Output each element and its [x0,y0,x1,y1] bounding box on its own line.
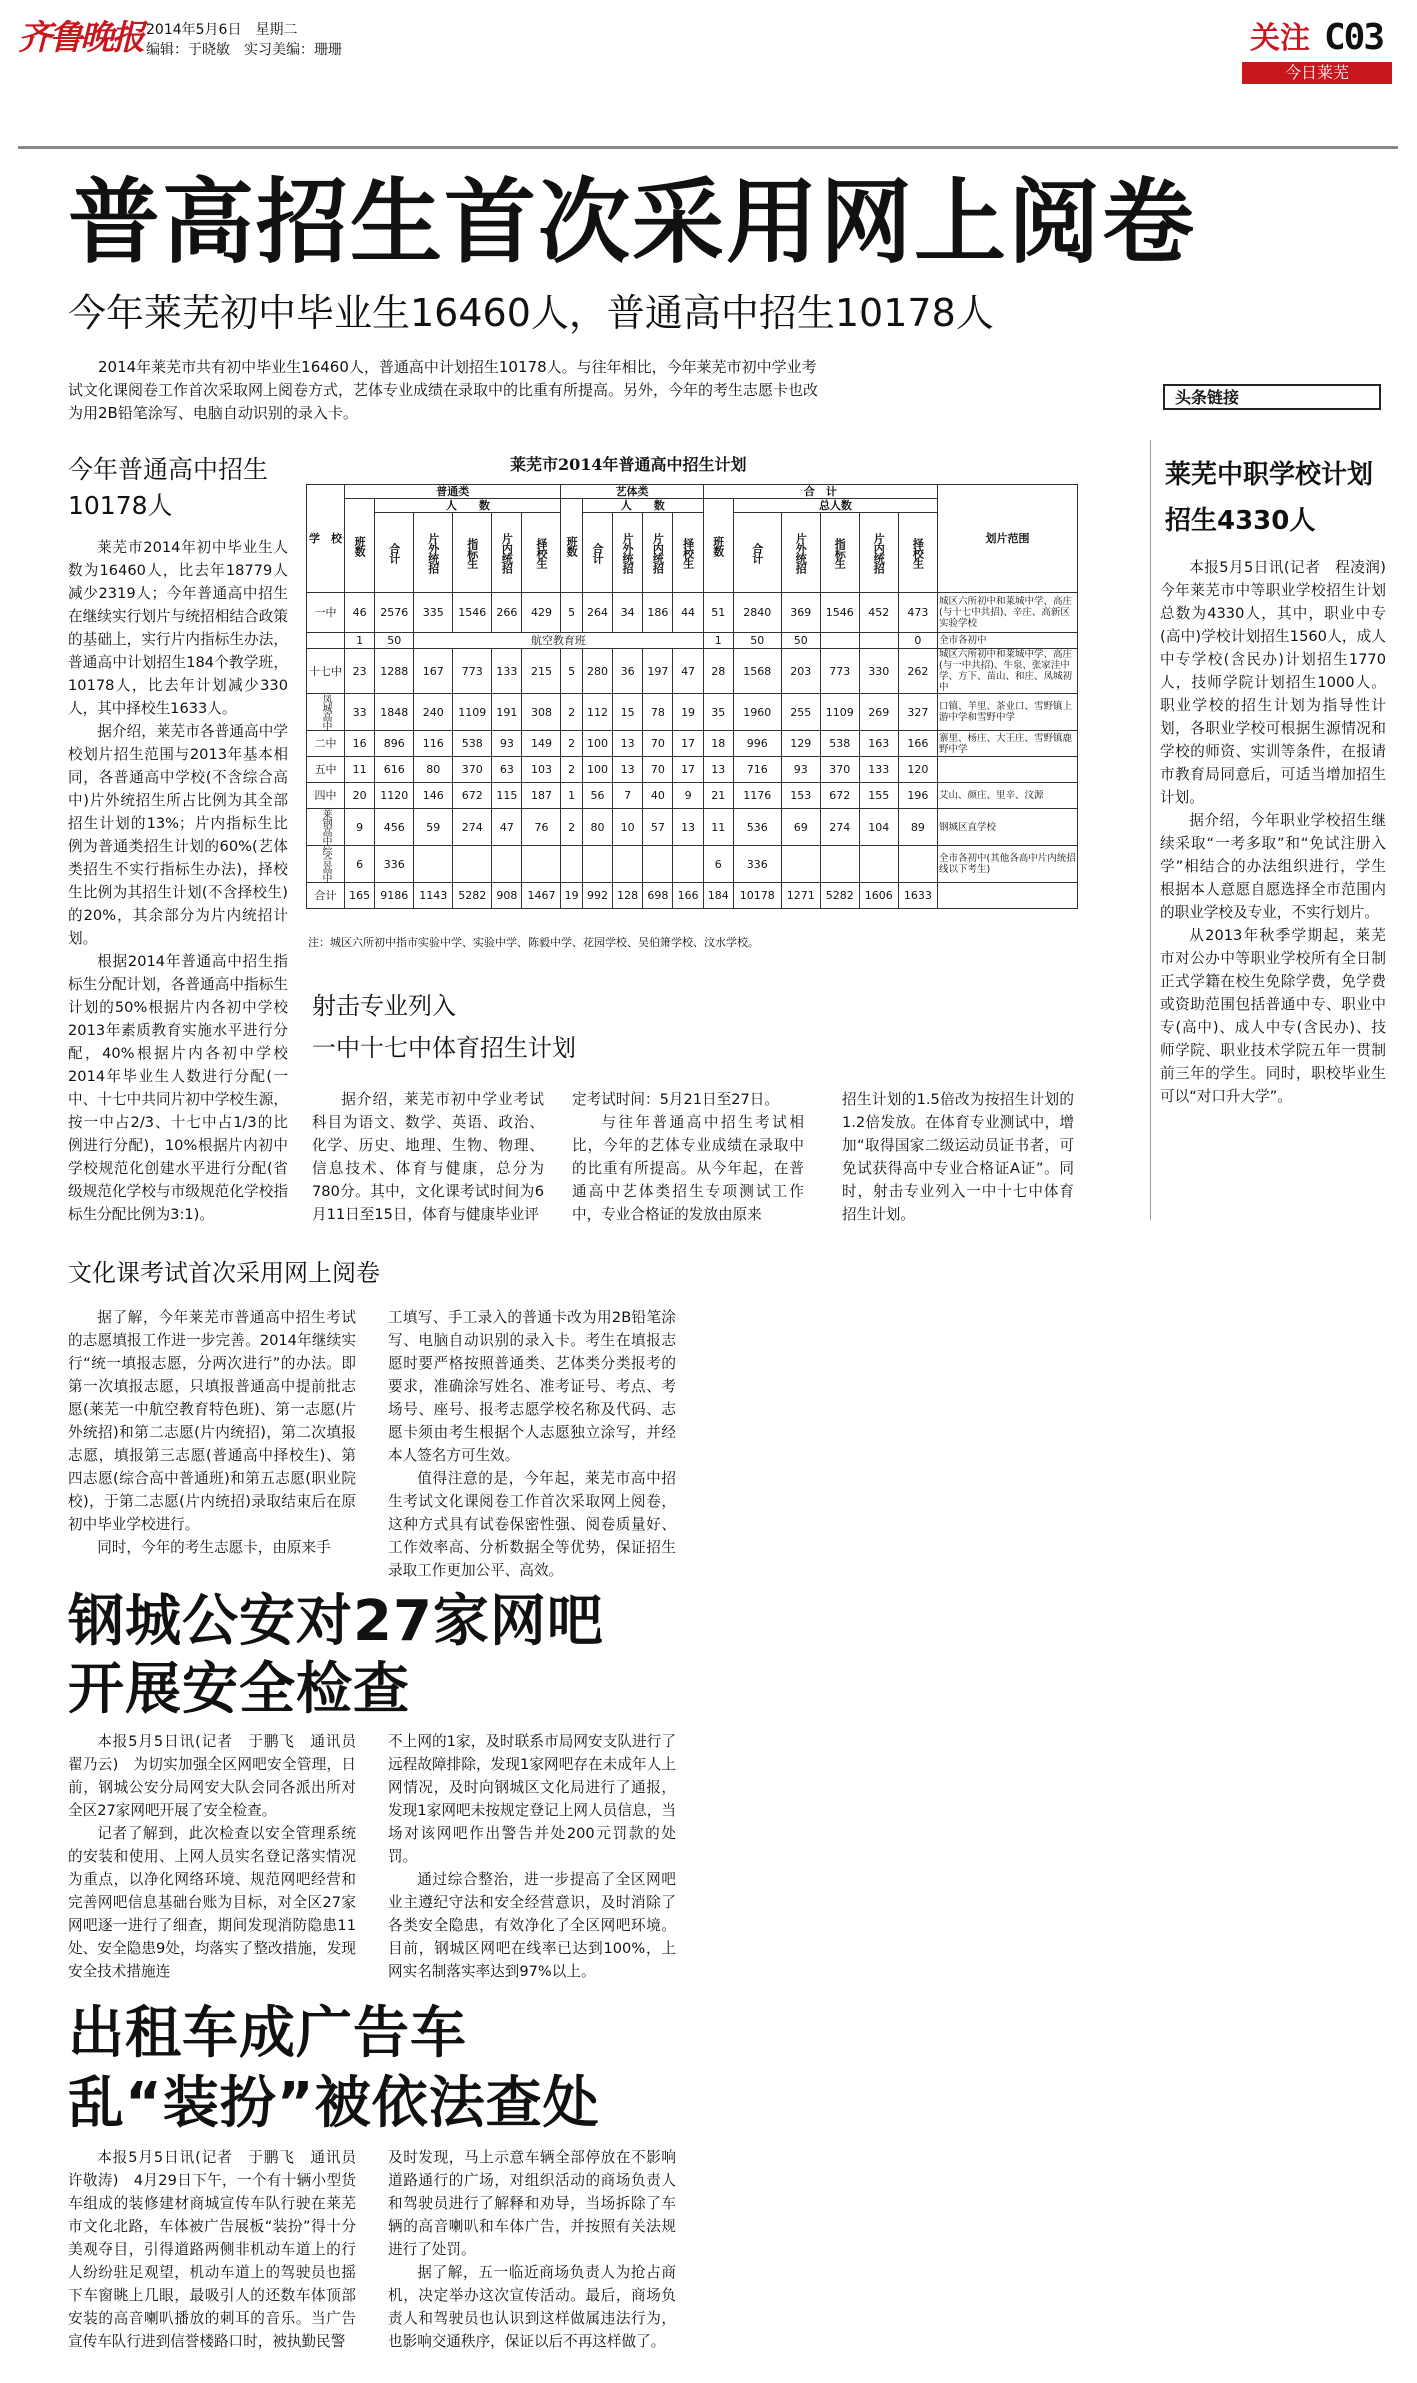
table-row [307,694,1078,731]
value-cell: 167 [414,649,453,694]
value-cell: 149 [522,731,561,757]
taxi-col-2 [388,2146,676,2353]
value-cell: 70 [643,757,673,783]
value-cell: 18 [703,731,733,757]
value-cell: 203 [781,649,820,694]
value-cell: 19 [673,694,703,731]
value-cell: 429 [522,593,561,633]
value-cell: 6 [703,846,733,883]
value-cell: 1568 [733,649,781,694]
value-cell [820,633,859,649]
value-cell: 262 [898,649,937,694]
aviation-class-cell: 航空教育班 [414,633,703,649]
count-group-header: 总人数 [733,499,937,513]
value-cell: 2 [561,694,582,731]
value-cell: 1 [703,633,733,649]
value-cell [859,633,898,649]
table-row [307,783,1078,809]
value-cell: 13 [673,809,703,846]
school-cell: 合计 [307,883,345,909]
taxi-headline-2: 乱“装扮”被依法查处 [68,2071,600,2136]
value-cell: 473 [898,593,937,633]
school-cell: 十七中 [307,649,345,694]
value-cell: 57 [643,809,673,846]
value-cell: 50 [375,633,414,649]
value-cell [673,846,703,883]
internet-headline-1: 钢城公安对27家网吧 [68,1589,604,1654]
range-cell: 钢城区直学校 [938,809,1078,846]
taxi-headline-1: 出租车成广告车 [68,2001,467,2066]
value-cell: 40 [643,783,673,809]
col-header: 片内统招 [643,513,673,593]
left-col-paragraph: 根据2014年普通高中招生指标生分配计划，各普通高中指标生计划的50%根据片内各初中学校2013年素质教育实施水平进行分配，40%根据片内各初中学校2014年毕业生人数进行分配(一中、十七中共同片初中学校生源，按一中占2/3、十七中占1/3的比例进行分配)，10%根据片内初中学校规范化创建水平进行分配(省级规范化学校与市级规范化学校指标生分配比例为3:1)。 [68,953,288,1223]
lead-headline: 普高招生首次采用网上阅卷 [68,169,1197,276]
table-row [307,731,1078,757]
count-group-header: 人 数 [375,499,561,513]
col-header: 择校生 [673,513,703,593]
value-cell: 335 [414,593,453,633]
value-cell: 51 [703,593,733,633]
value-cell: 186 [643,593,673,633]
internet-paragraph: 不上网的1家，及时联系市局网安支队进行了远程故障排除，发现1家网吧存在未成年人上网情况，及时向钢城区文化局进行了通报，发现1家网吧未按规定登记上网人员信息，当场对该网吧作出警告并处200元罚款的处罚。 [388,1733,676,1865]
mid-col-2 [572,1088,804,1226]
value-cell: 7 [613,783,643,809]
taxi-paragraph: 本报5月5日讯(记者 于鹏飞 通讯员 许敬涛) 4月29日下午，一个有十辆小型货车组成的装修建材商城宣传车队行驶在莱芜市文化北路，车体被广告展板“装扮”得十分美观夺目，引得道路两侧非机动车道上的行人纷纷驻足观望，机动车道上的驾驶员也摇下车窗眺上几眼，最吸引人的还数车体顶部安装的高音喇叭播放的刺耳的音乐。当广告宣传车队行进到信誉楼路口时，被执勤民警 [68,2149,371,2350]
value-cell: 16 [345,731,375,757]
value-cell: 9 [345,809,375,846]
value-cell: 100 [582,731,612,757]
value-cell: 336 [733,846,781,883]
value-cell: 47 [492,809,522,846]
lead-subheadline: 今年莱芜初中毕业生16460人，普通高中招生10178人 [68,291,994,335]
school-cell: 五中 [307,757,345,783]
value-cell: 28 [703,649,733,694]
value-cell: 280 [582,649,612,694]
value-cell: 5282 [453,883,492,909]
value-cell: 992 [582,883,612,909]
value-cell: 46 [345,593,375,633]
internet-paragraph: 本报5月5日讯(记者 于鹏飞 通讯员 翟乃云) 为切实加强全区网吧安全管理，日前，钢城公安分局网安大队会同各派出所对全区27家网吧开展了安全检查。 [68,1733,371,1819]
value-cell: 93 [492,731,522,757]
group-header: 普通类 [345,485,561,499]
value-cell: 0 [898,633,937,649]
value-cell: 56 [582,783,612,809]
col-header: 片外统招 [613,513,643,593]
mid-paragraph: 招生计划的1.5倍改为按招生计划的1.2倍发放。在体育专业测试中，增加“取得国家二级运动员证书者，可免试获得高中专业合格证A证”。同时，射击专业列入一中十七中体育招生计划。 [842,1091,1074,1223]
value-cell: 21 [703,783,733,809]
value-cell: 13 [613,731,643,757]
school-cell: 综合高中 [307,846,345,883]
value-cell: 1120 [375,783,414,809]
table-row [307,649,1078,694]
value-cell: 128 [613,883,643,909]
mid-heading-1: 射击专业列入 [312,992,456,1020]
value-cell: 330 [859,649,898,694]
value-cell: 536 [733,809,781,846]
value-cell: 166 [673,883,703,909]
col-header: 合计 [582,513,612,593]
col-header: 班数 [561,499,582,593]
value-cell: 369 [781,593,820,633]
masthead-logo: 齐鲁晚报 [18,18,142,58]
headline-link-label: 头条链接 [1175,388,1240,407]
table-row [307,846,1078,883]
wenhua-paragraph: 同时，今年的考生志愿卡，由原来手 [97,1539,331,1556]
value-cell: 80 [414,757,453,783]
table-body [307,593,1078,909]
mid-col-1 [312,1088,544,1226]
value-cell: 10178 [733,883,781,909]
range-cell: 城区六所初中和莱城中学、高庄(与十七中共招)、辛庄、高新区实验学校 [938,593,1078,633]
range-cell: 全市各初中 [938,633,1078,649]
table-row [307,757,1078,783]
col-header: 片外统招 [781,513,820,593]
value-cell: 115 [492,783,522,809]
value-cell [859,846,898,883]
value-cell: 191 [492,694,522,731]
value-cell [898,846,937,883]
value-cell: 1633 [898,883,937,909]
value-cell: 5282 [820,883,859,909]
value-cell: 78 [643,694,673,731]
value-cell: 1606 [859,883,898,909]
value-cell: 50 [733,633,781,649]
value-cell: 9 [673,783,703,809]
value-cell: 370 [820,757,859,783]
section-label: 关注 [1250,21,1310,56]
table-title: 莱芜市2014年普通高中招生计划 [510,455,747,474]
value-cell [781,846,820,883]
value-cell: 50 [781,633,820,649]
value-cell: 197 [643,649,673,694]
enrollment-table [306,484,1078,909]
mid-paragraph: 据介绍，莱芜市初中学业考试科目为语文、数学、英语、政治、化学、历史、地理、生物、物理、信息技术、体育与健康，总分为780分。其中，文化课考试时间为6月11日至15日，体育与健康毕业评 [312,1091,544,1223]
value-cell [820,846,859,883]
left-col-heading: 今年普通高中招生10178人 [68,455,269,520]
value-cell: 116 [414,731,453,757]
wenhua-heading: 文化课考试首次采用网上阅卷 [68,1259,380,1287]
value-cell: 1109 [820,694,859,731]
value-cell: 146 [414,783,453,809]
value-cell: 34 [613,593,643,633]
value-cell: 13 [613,757,643,783]
value-cell: 1143 [414,883,453,909]
value-cell: 327 [898,694,937,731]
value-cell: 166 [898,731,937,757]
group-header: 合 计 [703,485,937,499]
count-group-header: 人 数 [582,499,703,513]
internet-paragraph: 记者了解到，此次检查以安全管理系统的安装和使用、上网人员实名登记落实情况为重点，以净化网络环境、规范网吧经营和完善网吧信息基础台账为目标，对全区27家网吧逐一进行了细查，期间发现消防隐患11处、安全隐患9处，均落实了整改措施，发现安全技术措施连 [68,1825,356,1980]
range-cell: 城区六所初中和莱城中学、高庄(与一中共招)、牛泉、张家洼中学、方下、苗山、和庄、凤城初中 [938,649,1078,694]
taxi-paragraph: 及时发现，马上示意车辆全部停放在不影响道路通行的广场，对组织活动的商场负责人和驾驶员进行了解释和劝导，当场拆除了车辆的高音喇叭和车体广告，并按照有关法规进行了处罚。 [388,2149,676,2258]
value-cell [414,846,453,883]
value-cell: 1 [561,783,582,809]
value-cell [643,846,673,883]
value-cell: 120 [898,757,937,783]
value-cell: 1176 [733,783,781,809]
value-cell: 163 [859,731,898,757]
value-cell: 456 [375,809,414,846]
value-cell: 17 [673,731,703,757]
value-cell: 13 [703,757,733,783]
value-cell: 538 [820,731,859,757]
left-col-body [68,536,288,1226]
value-cell: 19 [561,883,582,909]
value-cell: 36 [613,649,643,694]
col-header: 指标生 [453,513,492,593]
value-cell: 11 [345,757,375,783]
value-cell: 63 [492,757,522,783]
value-cell: 104 [859,809,898,846]
right-col-paragraph: 从2013年秋季学期起，莱芜市对公办中等职业学校所有全日制正式学籍在校生免除学费，免学费或资助范围包括普通中专、职业中专(高中)、成人中专(含民办)、技师学院、职业技术学院五年一贯制前三年的学生。同时，职校毕业生可以“对口升大学”。 [1160,927,1386,1105]
lead-intro: 2014年莱芜市共有初中毕业生16460人，普通高中计划招生10178人。与往年相比，今年莱芜市初中学业考试文化课阅卷工作首次采取网上阅卷方式，艺体专业成绩在录取中的比重有所提高。另外，今年的考生志愿卡也改为用2B铅笔涂写、电脑自动识别的录入卡。 [68,358,819,422]
value-cell: 17 [673,757,703,783]
value-cell: 155 [859,783,898,809]
range-cell: 全市各初中(其他各高中片内统招线以下考生) [938,846,1078,883]
table-row [307,809,1078,846]
mid-paragraph: 与往年普通高中招生考试相比，今年的艺体专业成绩在录取中的比重有所提高。从今年起，在普通高中艺体类招生专项测试工作中，专业合格证的发放由原来 [572,1114,804,1223]
date-line: 2014年5月6日 星期二 [146,22,298,38]
value-cell: 370 [453,757,492,783]
value-cell: 20 [345,783,375,809]
internet-col-2 [388,1730,676,1983]
value-cell: 2576 [375,593,414,633]
table-row [307,593,1078,633]
value-cell: 103 [522,757,561,783]
value-cell: 896 [375,731,414,757]
left-col-paragraph: 莱芜市2014年初中毕业生人数为16460人，比去年18779人减少2319人；今年普通高中招生在继续实行划片与统招相结合政策的基础上，实行片内指标生办法，普通高中计划招生184个教学班，10178人，比去年计划减少330人，其中择校生1633人。 [68,539,288,717]
right-col-paragraph: 本报5月5日讯(记者 程凌润) 今年莱芜市中等职业学校招生计划总数为4330人，其中，职业中专(高中)学校计划招生1560人，成人中专学校(含民办)计划招生1770人，技师学院计划招生1000人。职业学校的招生计划为指导性计划，各职业学校可根据生源情况和学校的师资、实训等条件，在报请市教育局同意后，可适当增加招生计划。 [1160,559,1401,806]
value-cell: 672 [820,783,859,809]
school-cell [307,633,345,649]
value-cell: 2 [561,757,582,783]
internet-headline-2: 开展安全检查 [68,1657,410,1722]
col-header: 合计 [375,513,414,593]
section-tag [1232,17,1387,82]
value-cell: 184 [703,883,733,909]
value-cell: 266 [492,593,522,633]
value-cell: 1271 [781,883,820,909]
value-cell: 908 [492,883,522,909]
value-cell: 133 [492,649,522,694]
value-cell: 773 [453,649,492,694]
value-cell: 1546 [820,593,859,633]
value-cell: 452 [859,593,898,633]
mid-col-3 [842,1088,1074,1226]
headline-link-box [1163,384,1381,410]
value-cell [582,846,612,883]
header-rule [18,146,1398,149]
range-cell [938,757,1078,783]
value-cell: 1288 [375,649,414,694]
right-col-heading: 莱芜中职学校计划招生4330人 [1165,460,1374,536]
value-cell: 5 [561,593,582,633]
value-cell: 6 [345,846,375,883]
value-cell: 1 [345,633,375,649]
col-school-header: 学 校 [307,485,345,593]
value-cell: 47 [673,649,703,694]
wenhua-col-1 [68,1306,356,1559]
wenhua-paragraph: 值得注意的是，今年起，莱芜市高中招生考试文化课阅卷工作首次采取网上阅卷，这种方式具有试卷保密性强、阅卷质量好、工作效率高、分析数据全等优势，保证招生录取工作更加公平、高效。 [388,1470,676,1579]
value-cell: 5 [561,649,582,694]
value-cell: 274 [453,809,492,846]
value-cell: 165 [345,883,375,909]
col-header: 指标生 [820,513,859,593]
table-row [307,883,1078,909]
value-cell: 336 [375,846,414,883]
school-cell: 二中 [307,731,345,757]
value-cell: 112 [582,694,612,731]
mid-heading-2: 一中十七中体育招生计划 [312,1034,576,1062]
school-cell: 四中 [307,783,345,809]
value-cell: 255 [781,694,820,731]
value-cell: 23 [345,649,375,694]
internet-col-1 [68,1730,371,1983]
value-cell: 773 [820,649,859,694]
value-cell: 1546 [453,593,492,633]
value-cell: 616 [375,757,414,783]
internet-paragraph: 通过综合整治，进一步提高了全区网吧业主遵纪守法和安全经营意识，及时消除了各类安全隐患，有效净化了全区网吧环境。目前，钢城区网吧在线率已达到100%，上网实名制落实率达到97%以上。 [388,1871,676,1980]
wenhua-paragraph: 据了解，今年莱芜市普通高中招生考试的志愿填报工作进一步完善。2014年继续实行“统一填报志愿，分两次进行”的办法。即第一次填报志愿，只填报普通高中提前批志愿(莱芜一中航空教育特色班)、第一志愿(片外统招)和第二志愿(片内统招)，第二次填报志愿，填报第三志愿(普通高中择校生)、第四志愿(综合高中普通班)和第五志愿(职业院校)，于第二志愿(片内统招)录取结束后在原初中毕业学校进行。 [68,1309,356,1533]
wenhua-paragraph: 工填写、手工录入的普通卡改为用2B铅笔涂写、电脑自动识别的录入卡。考生在填报志愿时要严格按照普通类、艺体类分类报考的要求，准确涂写姓名、准考证号、考点、考场号、座号、报考志愿学校名称及代码、志愿卡须由考生根据个人志愿独立涂写，并经本人签名方可生效。 [388,1309,676,1464]
left-col-paragraph: 据介绍，莱芜市各普通高中学校划片招生范围与2013年基本相同，各普通高中学校(不含综合高中)片外统招生所占比例为其全部招生计划的13%；片内指标生比例为普通类招生计划的60%(艺体类招生不实行指标生办法)，择校生比例为其招生计划(不含择校生)的20%，其余部分为片内统招计划。 [68,723,288,947]
value-cell: 2 [561,731,582,757]
table-note: 注：城区六所初中指市实验中学、实验中学、陈毅中学、花园学校、吴伯箫学校、汶水学校。 [308,936,759,949]
value-cell: 196 [898,783,937,809]
value-cell: 2 [561,809,582,846]
value-cell [561,846,582,883]
group-header: 艺体类 [561,485,703,499]
value-cell: 133 [859,757,898,783]
section-code: C03 [1324,17,1384,58]
right-col-body [1160,556,1401,1108]
value-cell: 129 [781,731,820,757]
value-cell: 93 [781,757,820,783]
value-cell: 698 [643,883,673,909]
value-cell: 9186 [375,883,414,909]
value-cell: 2840 [733,593,781,633]
value-cell [492,846,522,883]
range-cell: 艾山、颜庄、里辛、汶源 [938,783,1078,809]
value-cell: 33 [345,694,375,731]
value-cell: 10 [613,809,643,846]
value-cell: 153 [781,783,820,809]
value-cell: 35 [703,694,733,731]
value-cell: 716 [733,757,781,783]
taxi-col-1 [68,2146,371,2353]
value-cell: 240 [414,694,453,731]
value-cell: 44 [673,593,703,633]
school-cell: 凤城高中 [307,694,345,731]
col-range-header: 划片范围 [938,485,1078,593]
school-cell: 莱钢高中 [307,809,345,846]
value-cell: 11 [703,809,733,846]
col-header: 片内统招 [859,513,898,593]
value-cell: 1848 [375,694,414,731]
range-cell [938,883,1078,909]
value-cell: 1960 [733,694,781,731]
col-header: 择校生 [522,513,561,593]
mid-paragraph: 定考试时间：5月21日至27日。 [572,1091,779,1108]
value-cell: 89 [898,809,937,846]
value-cell [453,846,492,883]
value-cell: 538 [453,731,492,757]
column-divider [1150,440,1151,1220]
value-cell: 76 [522,809,561,846]
value-cell [613,846,643,883]
value-cell: 80 [582,809,612,846]
value-cell: 1109 [453,694,492,731]
school-cell: 一中 [307,593,345,633]
col-header: 片外统招 [414,513,453,593]
value-cell [522,846,561,883]
value-cell: 15 [613,694,643,731]
col-header: 合计 [733,513,781,593]
value-cell: 672 [453,783,492,809]
value-cell: 1467 [522,883,561,909]
value-cell: 215 [522,649,561,694]
taxi-paragraph: 据了解，五一临近商场负责人为抢占商机，决定举办这次宣传活动。最后，商场负责人和驾驶员也认识到这样做属违法行为，也影响交通秩序，保证以后不再这样做了。 [388,2264,676,2350]
col-header: 班数 [703,499,733,593]
section-sub: 今日莱芜 [1242,62,1392,84]
right-col-paragraph: 据介绍，今年职业学校招生继续采取“一考多取”和“免试注册入学”相结合的办法组织进行，学生根据本人意愿自愿选择全市范围内的职业学校及专业，不实行划片。 [1160,812,1386,921]
value-cell: 59 [414,809,453,846]
wenhua-col-2 [388,1306,676,1582]
value-cell: 274 [820,809,859,846]
value-cell: 264 [582,593,612,633]
value-cell: 70 [643,731,673,757]
col-header: 择校生 [898,513,937,593]
value-cell: 269 [859,694,898,731]
table-row [307,633,1078,649]
range-cell: 口镇、羊里、茶业口、雪野镇上游中学和雪野中学 [938,694,1078,731]
value-cell: 187 [522,783,561,809]
col-header: 班数 [345,499,375,593]
value-cell: 69 [781,809,820,846]
range-cell: 寨里、杨庄、大王庄、雪野镇鹿野中学 [938,731,1078,757]
col-header: 片内统招 [492,513,522,593]
value-cell: 100 [582,757,612,783]
value-cell: 308 [522,694,561,731]
value-cell: 996 [733,731,781,757]
editor-line: 编辑：于晓敏 实习美编：珊珊 [146,42,342,58]
